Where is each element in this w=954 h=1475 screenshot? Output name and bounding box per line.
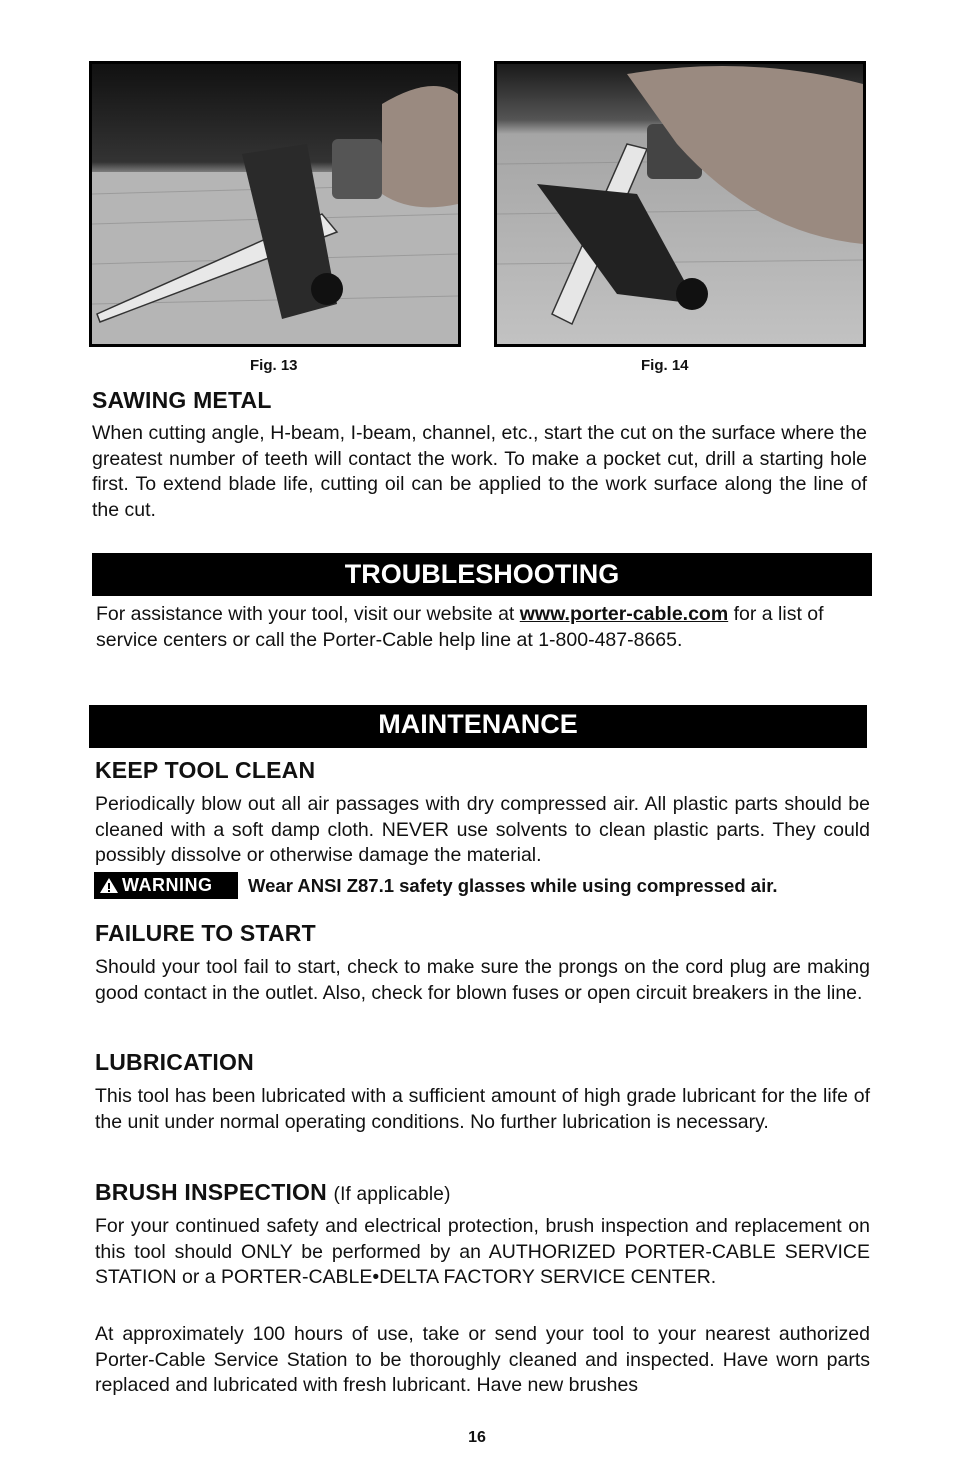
warning-badge xyxy=(94,872,238,899)
failure-to-start-body: Should your tool fail to start, check to make sure the prongs on the cord plug are making good contact in the outlet. Also, check for blown fuses or open circuit breakers in the line. xyxy=(95,956,870,1004)
figure-13-caption: Fig. 13 xyxy=(250,357,298,374)
saw-blade-photo-13 xyxy=(92,64,458,344)
lubrication-heading: LUBRICATION xyxy=(95,1049,254,1075)
website-link[interactable]: www.porter-cable.com xyxy=(519,603,729,625)
brush-inspection-title: BRUSH INSPECTION xyxy=(95,1179,327,1205)
figure-13-photo xyxy=(89,61,461,347)
warning-text: Wear ANSI Z87.1 safety glasses while using compressed air. xyxy=(248,875,778,896)
keep-tool-clean-heading: KEEP TOOL CLEAN xyxy=(95,757,316,783)
figure-14-caption: Fig. 14 xyxy=(641,357,689,374)
warning-label: WARNING xyxy=(122,875,213,895)
brush-inspection-body-1: For your continued safety and electrical protection, brush inspection and replacement on this tool should ONLY be performed by an AUTHORIZED PORTER-CABLE SERVICE STATION or a PORTER-CABLE•DELTA FACTORY SERVICE CENTER. xyxy=(95,1215,870,1288)
keep-tool-clean-body: Periodically blow out all air passages with dry compressed air. All plastic parts should be cleaned with a soft damp cloth. NEVER use solvents to clean plastic parts. They could possibly dissolve or otherwise damage the material. xyxy=(95,793,870,866)
failure-to-start-heading: FAILURE TO START xyxy=(95,920,316,946)
troubleshooting-body-text-end: for a list of service centers or call the Porter-Cable help line at 1-800-487-8665. xyxy=(96,603,824,651)
troubleshooting-body xyxy=(96,602,866,653)
maintenance-banner: MAINTENANCE xyxy=(89,705,867,748)
warning-triangle-icon xyxy=(99,877,119,894)
brush-inspection-body-2: At approximately 100 hours of use, take or send your tool to your nearest authorized Porter-Cable Service Station to be thoroughly cleaned and inspected. Have worn parts replaced and lubricated with fresh lubricant. Have new brushes xyxy=(95,1323,870,1396)
figure-14-photo xyxy=(494,61,866,347)
troubleshooting-body-text: For assistance with your tool, visit our website at xyxy=(96,603,520,625)
sawing-metal-body: When cutting angle, H-beam, I-beam, channel, etc., start the cut on the surface where the greatest number of teeth will contact the work. To make a pocket cut, drill a starting hole first. To extend blade life, cutting oil can be applied to the work surface along the line of the cut. xyxy=(92,422,867,521)
troubleshooting-banner: TROUBLESHOOTING xyxy=(92,553,872,596)
brush-inspection-heading xyxy=(95,1179,451,1206)
page-number: 16 xyxy=(468,1429,486,1446)
sawing-metal-heading: SAWING METAL xyxy=(92,387,272,413)
brush-inspection-qualifier: (If applicable) xyxy=(333,1184,451,1205)
saw-blade-photo-14 xyxy=(497,64,863,344)
lubrication-body: This tool has been lubricated with a sufficient amount of high grade lubricant for the life of the unit under normal operating conditions. No further lubrication is necessary. xyxy=(95,1085,870,1133)
